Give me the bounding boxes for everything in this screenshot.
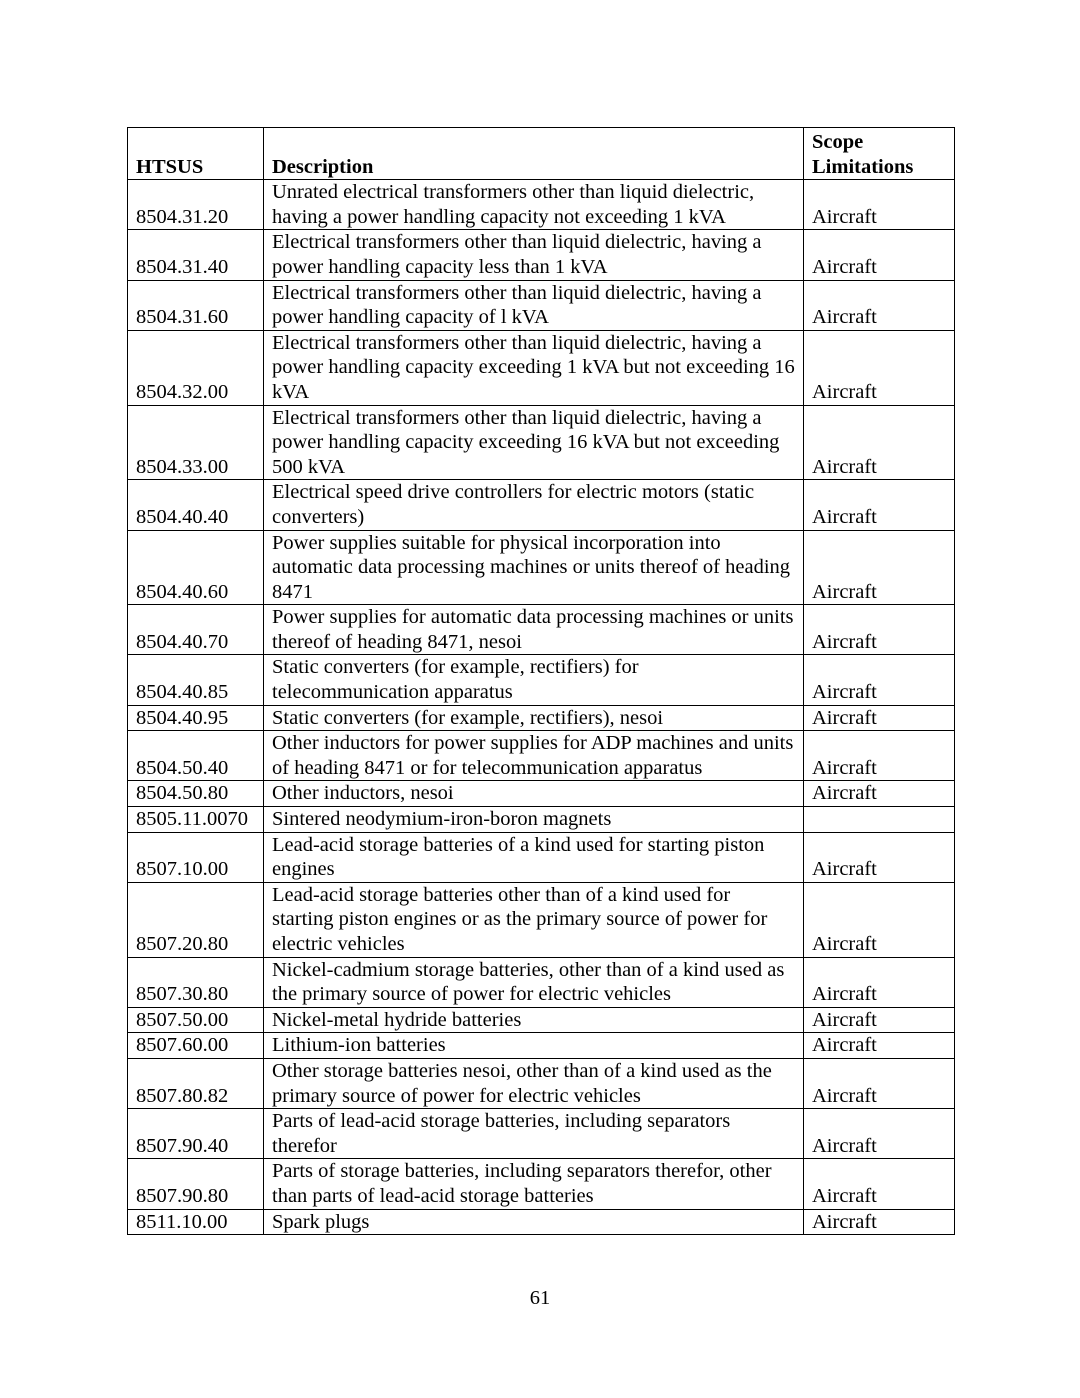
scope-cell: Aircraft [804, 1159, 955, 1209]
description-cell: Electrical transformers other than liquid dielectric, having a power handling capacity exceeding 16 kVA but not exceeding 500 kVA [264, 405, 804, 480]
table-row [128, 480, 955, 530]
htsus-code-cell: 8504.40.95 [128, 705, 264, 731]
header-htsus: HTSUS [128, 128, 264, 180]
htsus-code-cell: 8504.31.40 [128, 230, 264, 280]
description-cell: Electrical speed drive controllers for electric motors (static converters) [264, 480, 804, 530]
scope-cell: Aircraft [804, 655, 955, 705]
table-row [128, 1109, 955, 1159]
description-cell: Lead-acid storage batteries other than of a kind used for starting piston engines or as the primary source of power for electric vehicles [264, 882, 804, 957]
table-row [128, 807, 955, 833]
htsus-code-cell: 8507.50.00 [128, 1007, 264, 1033]
table-row [128, 1033, 955, 1059]
description-cell: Power supplies suitable for physical incorporation into automatic data processing machines or units thereof of heading 8471 [264, 530, 804, 605]
table-row [128, 1058, 955, 1108]
description-cell: Lead-acid storage batteries of a kind used for starting piston engines [264, 832, 804, 882]
table-row [128, 781, 955, 807]
header-scope-limitations [804, 128, 955, 180]
htsus-code-cell: 8504.33.00 [128, 405, 264, 480]
scope-cell: Aircraft [804, 731, 955, 781]
table-header-row [128, 128, 955, 180]
description-cell: Static converters (for example, rectifiers) for telecommunication apparatus [264, 655, 804, 705]
htsus-code-cell: 8507.30.80 [128, 957, 264, 1007]
description-cell: Electrical transformers other than liquid dielectric, having a power handling capacity less than 1 kVA [264, 230, 804, 280]
description-cell: Electrical transformers other than liquid dielectric, having a power handling capacity exceeding 1 kVA but not exceeding 16 kVA [264, 330, 804, 405]
description-cell: Parts of storage batteries, including separators therefor, other than parts of lead-acid storage batteries [264, 1159, 804, 1209]
scope-cell: Aircraft [804, 280, 955, 330]
scope-cell: Aircraft [804, 705, 955, 731]
htsus-code-cell: 8507.90.40 [128, 1109, 264, 1159]
description-cell: Nickel-metal hydride batteries [264, 1007, 804, 1033]
scope-cell: Aircraft [804, 330, 955, 405]
htsus-code-cell: 8507.60.00 [128, 1033, 264, 1059]
htsus-code-cell: 8504.31.20 [128, 180, 264, 230]
description-cell: Lithium-ion batteries [264, 1033, 804, 1059]
description-cell: Sintered neodymium-iron-boron magnets [264, 807, 804, 833]
scope-cell [804, 807, 955, 833]
table-row [128, 705, 955, 731]
description-cell: Electrical transformers other than liquid dielectric, having a power handling capacity of l kVA [264, 280, 804, 330]
htsus-code-cell: 8507.80.82 [128, 1058, 264, 1108]
table-row [128, 731, 955, 781]
htsus-code-cell: 8505.11.0070 [128, 807, 264, 833]
table-row [128, 1007, 955, 1033]
scope-cell: Aircraft [804, 1007, 955, 1033]
description-cell: Parts of lead-acid storage batteries, including separators therefor [264, 1109, 804, 1159]
scope-cell: Aircraft [804, 1209, 955, 1235]
description-cell: Nickel-cadmium storage batteries, other than of a kind used as the primary source of power for electric vehicles [264, 957, 804, 1007]
description-cell: Static converters (for example, rectifiers), nesoi [264, 705, 804, 731]
page-number: 61 [529, 1287, 551, 1309]
table-row [128, 180, 955, 230]
table-row [128, 655, 955, 705]
htsus-code-cell: 8504.50.40 [128, 731, 264, 781]
table-row [128, 832, 955, 882]
table-row [128, 1159, 955, 1209]
scope-cell: Aircraft [804, 882, 955, 957]
htsus-table [127, 127, 955, 1235]
scope-cell: Aircraft [804, 1058, 955, 1108]
table-row [128, 957, 955, 1007]
table-row [128, 882, 955, 957]
htsus-code-cell: 8504.50.80 [128, 781, 264, 807]
table-row [128, 330, 955, 405]
scope-cell: Aircraft [804, 405, 955, 480]
header-description: Description [264, 128, 804, 180]
htsus-code-cell: 8507.20.80 [128, 882, 264, 957]
header-scope-line1: Scope [812, 131, 864, 153]
scope-cell: Aircraft [804, 832, 955, 882]
htsus-code-cell: 8511.10.00 [128, 1209, 264, 1235]
htsus-code-cell: 8507.90.80 [128, 1159, 264, 1209]
scope-cell: Aircraft [804, 1033, 955, 1059]
scope-cell: Aircraft [804, 1109, 955, 1159]
table-row [128, 605, 955, 655]
scope-cell: Aircraft [804, 480, 955, 530]
htsus-code-cell: 8504.32.00 [128, 330, 264, 405]
htsus-code-cell: 8504.40.40 [128, 480, 264, 530]
table-row [128, 1209, 955, 1235]
table-row [128, 530, 955, 605]
htsus-code-cell: 8504.31.60 [128, 280, 264, 330]
table-row [128, 405, 955, 480]
description-cell: Spark plugs [264, 1209, 804, 1235]
scope-cell: Aircraft [804, 957, 955, 1007]
description-cell: Unrated electrical transformers other than liquid dielectric, having a power handling capacity not exceeding 1 kVA [264, 180, 804, 230]
description-cell: Other inductors, nesoi [264, 781, 804, 807]
table-row [128, 280, 955, 330]
description-cell: Other storage batteries nesoi, other than of a kind used as the primary source of power for electric vehicles [264, 1058, 804, 1108]
scope-cell: Aircraft [804, 530, 955, 605]
header-scope-line2: Limitations [812, 155, 914, 178]
htsus-code-cell: 8504.40.60 [128, 530, 264, 605]
scope-cell: Aircraft [804, 781, 955, 807]
htsus-code-cell: 8504.40.70 [128, 605, 264, 655]
scope-cell: Aircraft [804, 230, 955, 280]
scope-cell: Aircraft [804, 605, 955, 655]
htsus-code-cell: 8507.10.00 [128, 832, 264, 882]
htsus-code-cell: 8504.40.85 [128, 655, 264, 705]
table-row [128, 230, 955, 280]
scope-cell: Aircraft [804, 180, 955, 230]
description-cell: Power supplies for automatic data processing machines or units thereof of heading 8471, nesoi [264, 605, 804, 655]
description-cell: Other inductors for power supplies for ADP machines and units of heading 8471 or for telecommunication apparatus [264, 731, 804, 781]
